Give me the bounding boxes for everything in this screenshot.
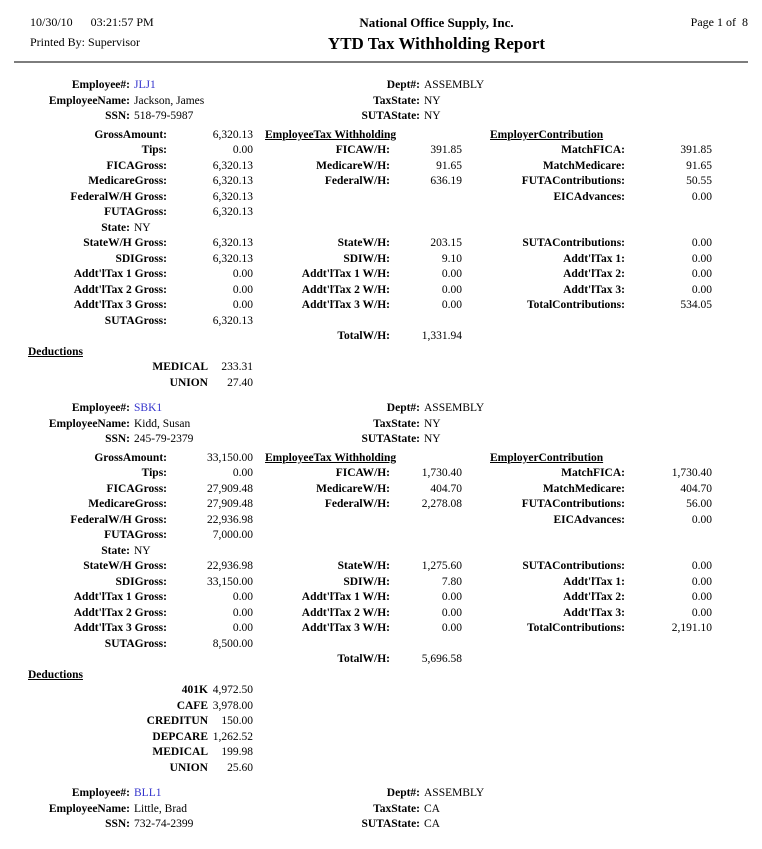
spacer [390,190,462,206]
employer-state-row-label: Addt'lTax 1: [563,575,625,588]
spacer [0,329,253,345]
report-row [0,482,762,498]
report-row [0,637,762,653]
report-row [0,575,762,591]
withholding-row-label: FICAW/H: [335,467,390,479]
deduction-row [0,360,762,376]
deductions-header: Deductions [28,668,83,681]
tax-state-label: TaxState: [373,417,420,430]
report-row [0,314,762,330]
employer-state-row-value: 0.00 [691,575,712,588]
print-info [30,15,225,50]
employer-state-row-label: TotalContributions: [527,622,625,634]
report-row [0,451,762,467]
state-withholding-row-label: StateW/H: [337,560,390,572]
employer-row-label: FUTAContributions: [521,498,625,510]
deduction-value: 150.00 [221,715,253,727]
state-withholding-row-value: 1,275.60 [421,560,462,572]
state-gross-row-value: 0.00 [232,268,253,280]
gross-row-label: FUTAGross: [104,529,167,541]
state-withholding-row-label: SDIW/H: [343,252,390,265]
dept-label: Dept#: [386,402,420,414]
gross-row-value: 0.00 [232,467,253,479]
state-gross-row-label: Addt'lTax 1 Gross: [73,591,167,603]
gross-row-label: GrossAmount: [94,128,167,141]
state-value: NY [134,544,151,557]
employer-state-row-value: 2,191.10 [671,622,712,634]
total-wh-value: 5,696.58 [421,653,462,665]
withholding-row-value: 636.19 [430,175,462,187]
report-row [0,252,762,268]
state-gross-row-value: 33,150.00 [207,575,253,588]
employee-number-link[interactable]: BLL1 [134,787,162,799]
employer-state-row-label: Addt'lTax 1: [563,252,625,265]
employer-state-row-label: TotalContributions: [527,299,625,311]
state-gross-row-label: SUTAGross: [104,637,167,650]
deduction-row [0,683,762,699]
deduction-label: MEDICAL [152,361,208,373]
deduction-row [0,761,762,777]
dept-value: ASSEMBLY [424,402,485,414]
state-withholding-row-value: 0.00 [441,283,462,296]
company-name: National Office Supply, Inc. [359,15,514,30]
employer-state-row-label: Addt'lTax 3: [563,606,625,619]
deduction-value: 3,978.00 [212,699,253,712]
print-time: 03:21:57 PM [90,15,154,29]
print-date: 10/30/10 [30,15,73,29]
state-withholding-row-value: 0.00 [441,299,462,311]
employer-row-label: EICAdvances: [553,513,625,526]
report-row [0,143,762,159]
report-row [0,267,762,283]
deduction-label: UNION [169,376,208,389]
deductions-title-row [0,345,762,361]
dept-value: ASSEMBLY [424,79,485,91]
report-row [0,78,762,94]
ssn-label: SSN: [105,818,130,830]
state-gross-row-value: 0.00 [232,591,253,603]
employer-state-row-label: SUTAContributions: [522,237,625,249]
report-row [0,652,762,668]
employer-state-row-value: 534.05 [680,299,712,311]
deduction-label: MEDICAL [152,746,208,758]
state-gross-row-value: 8,500.00 [212,637,253,650]
deduction-value: 25.60 [227,761,253,774]
employer-row-label: EICAdvances: [553,190,625,203]
gross-row-label: FICAGross: [106,159,167,172]
spacer [253,205,390,221]
employee-number-link[interactable]: JLJ1 [134,79,156,91]
state-gross-row-value: 0.00 [232,299,253,311]
report-row [0,802,762,818]
tax-state-value: NY [424,417,441,430]
state-gross-row-label: SDIGross: [115,252,167,265]
report-row [0,236,762,252]
total-wh-value: 1,331.94 [421,330,462,342]
report-header [0,0,762,54]
withholding-row-value: 404.70 [430,482,462,495]
deduction-row [0,699,762,715]
employer-row-value: 391.85 [680,144,712,156]
state-withholding-row-value: 9.10 [441,252,462,265]
gross-row-label: FUTAGross: [104,206,167,218]
employer-row-value: 0.00 [691,513,712,526]
state-gross-row-label: SUTAGross: [104,314,167,327]
report-row [0,174,762,190]
deduction-value: 27.40 [227,376,253,389]
employer-state-row-value: 0.00 [691,606,712,619]
report-row [0,590,762,606]
state-value: NY [134,221,151,234]
employer-state-row-value: 0.00 [691,237,712,249]
employer-row-value: 404.70 [680,482,712,495]
employer-row-label: FUTAContributions: [521,175,625,187]
withholding-row-value: 91.65 [436,159,462,172]
report-row [0,817,762,833]
dept-label: Dept#: [386,79,420,91]
employer-row-label: MatchFICA: [561,467,625,479]
state-withholding-row-value: 0.00 [441,268,462,280]
deduction-value: 4,972.50 [212,684,253,696]
gross-section [0,128,762,221]
state-withholding-row-label: SDIW/H: [343,575,390,588]
suta-state-label: SUTAState: [361,433,420,445]
employee-tax-withholding-header: EmployeeTax Withholding [265,451,397,464]
employer-state-row-label: Addt'lTax 2: [563,268,625,280]
gross-row-label: MedicareGross: [88,175,167,187]
withholding-row-label: MedicareW/H: [316,159,390,172]
deduction-label: UNION [169,761,208,774]
deduction-label: 401K [181,684,208,696]
state-label: State: [101,221,130,234]
report-row [0,159,762,175]
state-gross-row-label: Addt'lTax 3 Gross: [73,622,167,634]
gross-row-label: Tips: [141,144,167,156]
employee-name-label: EmployeeName: [48,802,130,815]
state-gross-row-value: 6,320.13 [212,237,253,249]
state-withholding-row-label: Addt'lTax 2 W/H: [301,283,390,296]
report-title: YTD Tax Withholding Report [327,34,546,53]
ssn-label: SSN: [105,433,130,445]
deduction-row [0,376,762,392]
employer-state-row-value: 0.00 [691,268,712,280]
ssn-value: 518-79-5987 [134,110,194,122]
withholding-row-value: 1,730.40 [421,467,462,479]
state-gross-row-label: Addt'lTax 3 Gross: [73,299,167,311]
spacer [253,190,390,206]
gross-row-label: FederalW/H Gross: [70,513,167,526]
withholding-row-label: FederalW/H: [324,498,390,510]
report-row [0,466,762,482]
tax-state-value: CA [424,802,440,815]
state-gross-row-label: StateW/H Gross: [83,237,167,249]
printed-by [30,35,225,50]
suta-state-value: CA [424,818,440,830]
employee-name-label: EmployeeName: [48,94,130,107]
state-withholding-row-label: StateW/H: [337,237,390,249]
employer-state-row-label: Addt'lTax 2: [563,591,625,603]
gross-row-value: 27,909.48 [207,498,253,510]
deduction-label: CREDITUN [146,715,208,727]
state-gross-row-value: 0.00 [232,283,253,296]
report-title-block [225,15,648,54]
employee-name-value: Kidd, Susan [134,417,191,430]
employer-row-value: 0.00 [691,190,712,203]
report-row [0,432,762,448]
employer-row-value: 50.55 [686,175,712,187]
ssn-label: SSN: [105,110,130,122]
report-row [0,417,762,433]
gross-row-value: 0.00 [232,144,253,156]
deductions-header: Deductions [28,345,83,358]
state-gross-row-label: Addt'lTax 1 Gross: [73,268,167,280]
state-gross-row-value: 6,320.13 [212,252,253,265]
withholding-row-label: MedicareW/H: [316,482,390,495]
spacer [390,513,462,529]
print-datetime [30,15,225,30]
gross-row-label: MedicareGross: [88,498,167,510]
state-gross-row-label: SDIGross: [115,575,167,588]
report-row [0,298,762,314]
spacer [253,528,390,544]
state-label: State: [101,544,130,557]
deduction-label: DEPCARE [152,730,208,743]
employer-row-value: 1,730.40 [671,467,712,479]
printed-by-value: Supervisor [88,35,141,49]
gross-row-label: GrossAmount: [94,451,167,464]
employer-row-value: 91.65 [686,159,712,172]
gross-row-value: 33,150.00 [207,451,253,464]
report-row [0,128,762,144]
state-withholding-row-label: Addt'lTax 1 W/H: [301,591,390,603]
employee-section [0,401,762,776]
state-gross-row-label: Addt'lTax 2 Gross: [73,606,167,619]
employer-contribution-header: EmployerContribution [490,451,604,464]
state-gross-row-value: 0.00 [232,622,253,634]
report-row [0,559,762,575]
employer-state-row-label: Addt'lTax 3: [563,283,625,296]
report-row [0,513,762,529]
deduction-value: 199.98 [221,746,253,758]
suta-state-value: NY [424,110,441,122]
suta-state-label: SUTAState: [361,110,420,122]
employer-row-label: MatchMedicare: [542,482,625,495]
report-body [0,78,762,833]
employee-tax-withholding-header: EmployeeTax Withholding [265,128,397,141]
state-withholding-row-value: 203.15 [430,237,462,249]
employer-row-label: MatchFICA: [561,144,625,156]
total-wh-label: TotalW/H: [337,653,390,665]
withholding-row-value: 2,278.08 [421,498,462,510]
gross-section [0,451,762,544]
gross-row-value: 6,320.13 [212,190,253,203]
employer-row-value: 56.00 [686,498,712,510]
report-row [0,544,762,560]
employee-section [0,78,762,391]
gross-row-value: 7,000.00 [212,529,253,541]
withholding-row-value: 391.85 [430,144,462,156]
deduction-row [0,714,762,730]
report-row [0,528,762,544]
employee-name-value: Jackson, James [134,94,205,107]
gross-row-value: 6,320.13 [212,159,253,172]
deduction-value: 233.31 [221,361,253,373]
gross-row-label: FICAGross: [106,482,167,495]
gross-row-value: 6,320.13 [212,175,253,187]
report-row [0,190,762,206]
report-row [0,283,762,299]
ssn-value: 245-79-2379 [134,433,194,445]
employee-name-label: EmployeeName: [48,417,130,430]
report-row [0,786,762,802]
employer-state-row-label: SUTAContributions: [522,560,625,572]
tax-state-label: TaxState: [373,802,420,815]
employer-state-row-value: 0.00 [691,283,712,296]
report-row [0,329,762,345]
employee-number-label: Employee#: [71,787,130,799]
dept-value: ASSEMBLY [424,787,485,799]
report-row [0,401,762,417]
report-row [0,606,762,622]
state-gross-row-value: 6,320.13 [212,314,253,327]
state-withholding-row-label: Addt'lTax 1 W/H: [301,268,390,280]
state-withholding-row-value: 7.80 [441,575,462,588]
spacer [253,513,390,529]
state-gross-row-label: Addt'lTax 2 Gross: [73,283,167,296]
state-withholding-row-label: Addt'lTax 2 W/H: [301,606,390,619]
report-row [0,205,762,221]
suta-state-value: NY [424,433,441,445]
deduction-row [0,730,762,746]
gross-row-value: 6,320.13 [212,206,253,218]
gross-row-value: 27,909.48 [207,482,253,495]
employer-state-row-value: 0.00 [691,560,712,572]
spacer [390,205,462,221]
employer-row-label: MatchMedicare: [542,159,625,172]
printed-by-label: Printed By: [30,35,86,49]
withholding-row-label: FederalW/H: [324,175,390,187]
header-rule [14,61,748,63]
ssn-value: 732-74-2399 [134,818,194,830]
tax-state-value: NY [424,94,441,107]
withholding-row-label: FICAW/H: [335,144,390,156]
gross-row-label: FederalW/H Gross: [70,190,167,203]
total-wh-label: TotalW/H: [337,330,390,342]
gross-row-value: 22,936.98 [207,513,253,526]
page-indicator: Page 1 of 8 [690,15,748,29]
report-row [0,221,762,237]
state-withholding-row-value: 0.00 [441,606,462,619]
state-withholding-row-label: Addt'lTax 3 W/H: [301,622,390,634]
state-gross-row-value: 22,936.98 [207,560,253,572]
state-gross-row-value: 0.00 [232,606,253,619]
report-row [0,621,762,637]
spacer [0,652,253,668]
gross-row-value: 6,320.13 [212,128,253,141]
deduction-label: CAFE [176,699,208,712]
employee-number-label: Employee#: [71,79,130,91]
employee-number-label: Employee#: [71,402,130,414]
spacer [390,528,462,544]
tax-state-label: TaxState: [373,94,420,107]
deduction-row [0,745,762,761]
report-row [0,94,762,110]
gross-row-label: Tips: [141,467,167,479]
suta-state-label: SUTAState: [361,818,420,830]
report-row [0,497,762,513]
employer-contribution-header: EmployerContribution [490,128,604,141]
state-withholding-row-value: 0.00 [441,622,462,634]
employee-name-value: Little, Brad [134,802,188,815]
employer-state-row-value: 0.00 [691,252,712,265]
state-gross-row-label: StateW/H Gross: [83,560,167,572]
state-withholding-row-value: 0.00 [441,591,462,603]
deductions-title-row [0,668,762,684]
report-row [0,109,762,125]
deduction-value: 1,262.52 [212,730,253,743]
employer-state-row-value: 0.00 [691,591,712,603]
employee-section [0,786,762,833]
dept-label: Dept#: [386,787,420,799]
employee-number-link[interactable]: SBK1 [134,402,163,414]
state-withholding-row-label: Addt'lTax 3 W/H: [301,299,390,311]
